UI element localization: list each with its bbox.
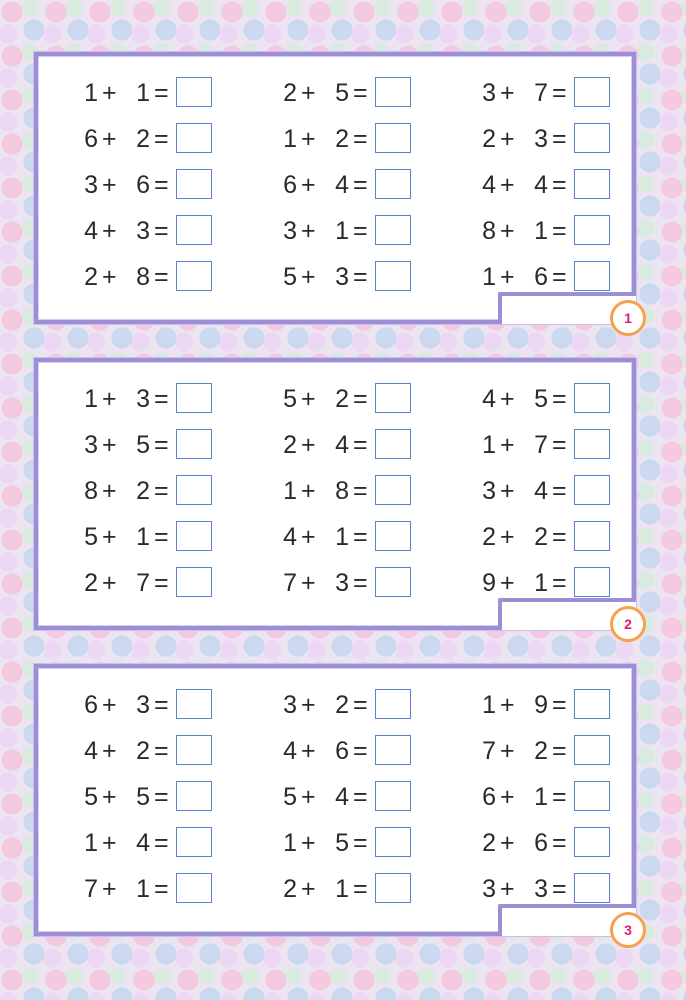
answer-box[interactable] <box>176 475 212 505</box>
answer-box[interactable] <box>176 689 212 719</box>
equals-sign: = <box>353 385 368 413</box>
second-addend: 1 <box>335 875 349 903</box>
plus-sign: + <box>102 125 117 153</box>
plus-sign: + <box>102 523 117 551</box>
second-addend: 6 <box>136 171 150 199</box>
plus-sign: + <box>102 431 117 459</box>
answer-box[interactable] <box>375 827 411 857</box>
second-addend: 2 <box>136 737 150 765</box>
second-addend: 7 <box>534 79 548 107</box>
equals-sign: = <box>154 783 169 811</box>
second-addend: 6 <box>534 829 548 857</box>
plus-sign: + <box>301 569 316 597</box>
answer-box[interactable] <box>375 735 411 765</box>
first-addend: 4 <box>482 385 496 413</box>
answer-box[interactable] <box>574 429 610 459</box>
answer-box[interactable] <box>375 77 411 107</box>
plus-sign: + <box>301 431 316 459</box>
second-addend: 2 <box>534 523 548 551</box>
first-addend: 7 <box>482 737 496 765</box>
answer-box[interactable] <box>176 781 212 811</box>
second-addend: 3 <box>534 125 548 153</box>
second-addend: 3 <box>136 691 150 719</box>
answer-box[interactable] <box>375 781 411 811</box>
first-addend: 2 <box>84 569 98 597</box>
answer-box[interactable] <box>375 521 411 551</box>
equals-sign: = <box>353 691 368 719</box>
first-addend: 5 <box>84 523 98 551</box>
equals-sign: = <box>353 829 368 857</box>
answer-box[interactable] <box>574 261 610 291</box>
second-addend: 4 <box>335 171 349 199</box>
second-addend: 1 <box>534 217 548 245</box>
equals-sign: = <box>154 217 169 245</box>
plus-sign: + <box>500 477 515 505</box>
answer-box[interactable] <box>176 827 212 857</box>
first-addend: 1 <box>283 829 297 857</box>
panel-number-badge: 3 <box>610 912 646 948</box>
second-addend: 2 <box>534 737 548 765</box>
second-addend: 1 <box>534 569 548 597</box>
first-addend: 5 <box>84 783 98 811</box>
plus-sign: + <box>500 523 515 551</box>
equation-row <box>38 214 632 248</box>
plus-sign: + <box>500 783 515 811</box>
first-addend: 3 <box>283 217 297 245</box>
plus-sign: + <box>301 523 316 551</box>
first-addend: 9 <box>482 569 496 597</box>
second-addend: 1 <box>335 217 349 245</box>
equation-row <box>38 520 632 554</box>
plus-sign: + <box>301 217 316 245</box>
equals-sign: = <box>154 829 169 857</box>
first-addend: 8 <box>482 217 496 245</box>
first-addend: 7 <box>84 875 98 903</box>
plus-sign: + <box>500 385 515 413</box>
answer-box[interactable] <box>375 261 411 291</box>
second-addend: 6 <box>534 263 548 291</box>
plus-sign: + <box>102 217 117 245</box>
answer-box[interactable] <box>176 429 212 459</box>
equals-sign: = <box>552 783 567 811</box>
second-addend: 3 <box>335 569 349 597</box>
plus-sign: + <box>500 875 515 903</box>
equals-sign: = <box>353 431 368 459</box>
equation-row <box>38 122 632 156</box>
equals-sign: = <box>552 477 567 505</box>
equals-sign: = <box>154 477 169 505</box>
second-addend: 2 <box>136 477 150 505</box>
first-addend: 2 <box>482 125 496 153</box>
second-addend: 6 <box>335 737 349 765</box>
first-addend: 3 <box>482 875 496 903</box>
second-addend: 7 <box>136 569 150 597</box>
first-addend: 6 <box>482 783 496 811</box>
second-addend: 8 <box>335 477 349 505</box>
first-addend: 1 <box>283 477 297 505</box>
answer-box[interactable] <box>574 689 610 719</box>
plus-sign: + <box>102 477 117 505</box>
answer-box[interactable] <box>375 215 411 245</box>
equation-row <box>38 826 632 860</box>
answer-box[interactable] <box>176 567 212 597</box>
plus-sign: + <box>301 875 316 903</box>
equals-sign: = <box>552 125 567 153</box>
equation-row <box>38 872 632 906</box>
equation-row <box>38 260 632 294</box>
first-addend: 3 <box>482 79 496 107</box>
plus-sign: + <box>301 829 316 857</box>
equals-sign: = <box>552 217 567 245</box>
plus-sign: + <box>102 385 117 413</box>
plus-sign: + <box>301 477 316 505</box>
plus-sign: + <box>500 79 515 107</box>
answer-box[interactable] <box>176 77 212 107</box>
equals-sign: = <box>154 79 169 107</box>
answer-box[interactable] <box>176 123 212 153</box>
equals-sign: = <box>552 431 567 459</box>
equals-sign: = <box>154 875 169 903</box>
exercise-panel-2 <box>34 358 636 630</box>
exercise-panel-3 <box>34 664 636 936</box>
plus-sign: + <box>301 385 316 413</box>
second-addend: 7 <box>534 431 548 459</box>
first-addend: 3 <box>482 477 496 505</box>
equals-sign: = <box>353 125 368 153</box>
first-addend: 1 <box>84 829 98 857</box>
equals-sign: = <box>154 171 169 199</box>
first-addend: 2 <box>283 875 297 903</box>
equals-sign: = <box>353 477 368 505</box>
answer-box[interactable] <box>574 521 610 551</box>
first-addend: 4 <box>84 217 98 245</box>
equals-sign: = <box>353 523 368 551</box>
equals-sign: = <box>353 171 368 199</box>
plus-sign: + <box>301 783 316 811</box>
answer-box[interactable] <box>574 215 610 245</box>
first-addend: 4 <box>482 171 496 199</box>
equals-sign: = <box>353 569 368 597</box>
answer-box[interactable] <box>574 567 610 597</box>
plus-sign: + <box>102 875 117 903</box>
first-addend: 1 <box>482 263 496 291</box>
equation-row <box>38 428 632 462</box>
first-addend: 1 <box>84 79 98 107</box>
plus-sign: + <box>301 263 316 291</box>
plus-sign: + <box>301 737 316 765</box>
equation-row <box>38 76 632 110</box>
answer-box[interactable] <box>375 689 411 719</box>
equals-sign: = <box>353 737 368 765</box>
answer-box[interactable] <box>176 383 212 413</box>
first-addend: 4 <box>84 737 98 765</box>
plus-sign: + <box>102 79 117 107</box>
second-addend: 4 <box>534 477 548 505</box>
equals-sign: = <box>154 263 169 291</box>
second-addend: 1 <box>136 523 150 551</box>
plus-sign: + <box>102 691 117 719</box>
answer-box[interactable] <box>574 169 610 199</box>
answer-box[interactable] <box>375 383 411 413</box>
second-addend: 8 <box>136 263 150 291</box>
equals-sign: = <box>353 79 368 107</box>
second-addend: 1 <box>136 875 150 903</box>
answer-box[interactable] <box>176 735 212 765</box>
plus-sign: + <box>301 125 316 153</box>
answer-box[interactable] <box>574 735 610 765</box>
first-addend: 2 <box>482 829 496 857</box>
equation-row <box>38 566 632 600</box>
second-addend: 4 <box>136 829 150 857</box>
equals-sign: = <box>552 737 567 765</box>
second-addend: 2 <box>136 125 150 153</box>
first-addend: 1 <box>84 385 98 413</box>
equals-sign: = <box>353 263 368 291</box>
equation-row <box>38 780 632 814</box>
equals-sign: = <box>154 523 169 551</box>
panel-number-badge: 1 <box>610 300 646 336</box>
second-addend: 3 <box>335 263 349 291</box>
equals-sign: = <box>154 125 169 153</box>
first-addend: 6 <box>84 691 98 719</box>
first-addend: 3 <box>283 691 297 719</box>
equals-sign: = <box>552 79 567 107</box>
second-addend: 2 <box>335 691 349 719</box>
plus-sign: + <box>301 79 316 107</box>
answer-box[interactable] <box>574 77 610 107</box>
second-addend: 4 <box>534 171 548 199</box>
equals-sign: = <box>552 691 567 719</box>
plus-sign: + <box>301 691 316 719</box>
first-addend: 2 <box>283 431 297 459</box>
equals-sign: = <box>154 737 169 765</box>
second-addend: 5 <box>136 431 150 459</box>
second-addend: 1 <box>534 783 548 811</box>
equals-sign: = <box>552 523 567 551</box>
plus-sign: + <box>500 263 515 291</box>
second-addend: 5 <box>136 783 150 811</box>
equals-sign: = <box>154 691 169 719</box>
plus-sign: + <box>500 691 515 719</box>
exercise-panel-1 <box>34 52 636 324</box>
equation-row <box>38 168 632 202</box>
first-addend: 5 <box>283 263 297 291</box>
plus-sign: + <box>500 171 515 199</box>
equals-sign: = <box>353 217 368 245</box>
first-addend: 4 <box>283 523 297 551</box>
equals-sign: = <box>552 875 567 903</box>
answer-box[interactable] <box>176 873 212 903</box>
second-addend: 3 <box>136 217 150 245</box>
answer-box[interactable] <box>176 261 212 291</box>
equation-row <box>38 688 632 722</box>
answer-box[interactable] <box>574 827 610 857</box>
plus-sign: + <box>500 829 515 857</box>
answer-box[interactable] <box>375 169 411 199</box>
first-addend: 8 <box>84 477 98 505</box>
first-addend: 1 <box>482 431 496 459</box>
first-addend: 2 <box>283 79 297 107</box>
equation-row <box>38 382 632 416</box>
first-addend: 6 <box>84 125 98 153</box>
second-addend: 3 <box>534 875 548 903</box>
equals-sign: = <box>154 385 169 413</box>
equation-row <box>38 734 632 768</box>
answer-box[interactable] <box>574 475 610 505</box>
second-addend: 1 <box>335 523 349 551</box>
equals-sign: = <box>552 829 567 857</box>
plus-sign: + <box>301 171 316 199</box>
plus-sign: + <box>500 125 515 153</box>
first-addend: 4 <box>283 737 297 765</box>
answer-box[interactable] <box>574 873 610 903</box>
first-addend: 3 <box>84 171 98 199</box>
answer-box[interactable] <box>574 383 610 413</box>
equals-sign: = <box>552 263 567 291</box>
answer-box[interactable] <box>375 873 411 903</box>
equals-sign: = <box>353 783 368 811</box>
second-addend: 4 <box>335 431 349 459</box>
equals-sign: = <box>552 171 567 199</box>
plus-sign: + <box>102 171 117 199</box>
answer-box[interactable] <box>574 123 610 153</box>
equals-sign: = <box>353 875 368 903</box>
second-addend: 2 <box>335 125 349 153</box>
answer-box[interactable] <box>176 521 212 551</box>
first-addend: 5 <box>283 783 297 811</box>
answer-box[interactable] <box>176 169 212 199</box>
plus-sign: + <box>102 737 117 765</box>
second-addend: 5 <box>534 385 548 413</box>
first-addend: 3 <box>84 431 98 459</box>
answer-box[interactable] <box>574 781 610 811</box>
second-addend: 2 <box>335 385 349 413</box>
plus-sign: + <box>500 217 515 245</box>
plus-sign: + <box>500 737 515 765</box>
second-addend: 3 <box>136 385 150 413</box>
plus-sign: + <box>102 783 117 811</box>
equation-row <box>38 474 632 508</box>
equals-sign: = <box>154 569 169 597</box>
first-addend: 7 <box>283 569 297 597</box>
answer-box[interactable] <box>375 429 411 459</box>
second-addend: 9 <box>534 691 548 719</box>
plus-sign: + <box>102 829 117 857</box>
first-addend: 6 <box>283 171 297 199</box>
plus-sign: + <box>500 569 515 597</box>
plus-sign: + <box>102 263 117 291</box>
answer-box[interactable] <box>375 123 411 153</box>
panel-number-badge: 2 <box>610 606 646 642</box>
first-addend: 1 <box>283 125 297 153</box>
answer-box[interactable] <box>375 475 411 505</box>
plus-sign: + <box>102 569 117 597</box>
second-addend: 4 <box>335 783 349 811</box>
equals-sign: = <box>552 385 567 413</box>
first-addend: 2 <box>84 263 98 291</box>
equals-sign: = <box>154 431 169 459</box>
answer-box[interactable] <box>176 215 212 245</box>
first-addend: 1 <box>482 691 496 719</box>
first-addend: 5 <box>283 385 297 413</box>
first-addend: 2 <box>482 523 496 551</box>
second-addend: 5 <box>335 79 349 107</box>
plus-sign: + <box>500 431 515 459</box>
answer-box[interactable] <box>375 567 411 597</box>
second-addend: 5 <box>335 829 349 857</box>
second-addend: 1 <box>136 79 150 107</box>
equals-sign: = <box>552 569 567 597</box>
